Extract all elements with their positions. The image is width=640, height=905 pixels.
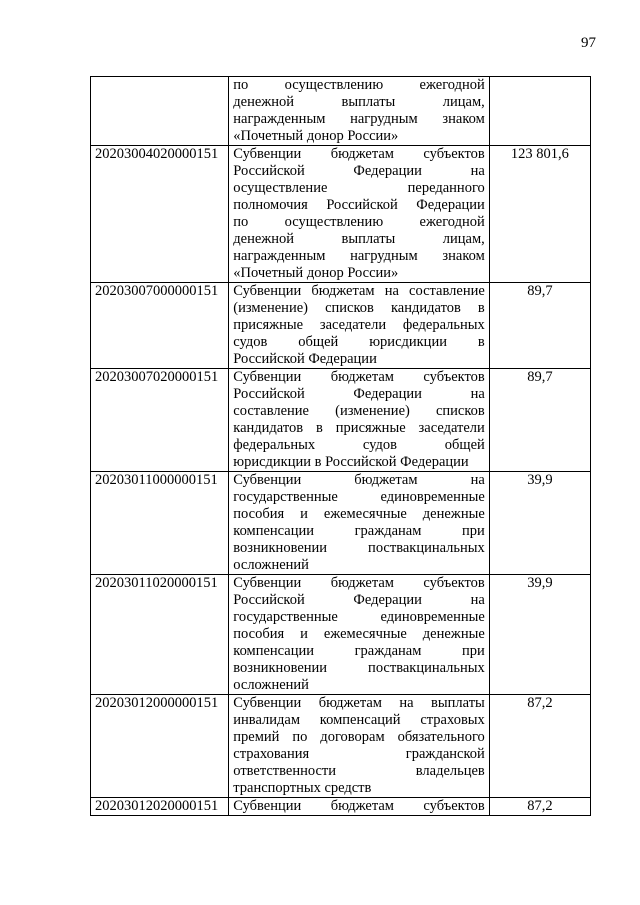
- description-line: присяжные заседатели федеральных: [233, 317, 485, 333]
- description-line: Российской Федерации на: [233, 386, 485, 402]
- description-line: по осуществлению ежегодной: [233, 214, 485, 230]
- description-cell: [229, 369, 490, 472]
- budget-table: [90, 76, 591, 816]
- description-line: государственные единовременные: [233, 489, 485, 505]
- description-line: инвалидам компенсаций страховых: [233, 712, 485, 728]
- description-line: кандидатов в присяжные заседатели: [233, 420, 485, 436]
- budget-code-cell: 20203007020000151: [91, 369, 229, 472]
- amount-cell: 39,9: [489, 575, 590, 695]
- description-cell: [229, 77, 490, 146]
- description-line: Субвенции бюджетам субъектов: [233, 575, 485, 591]
- description-line: Субвенции бюджетам субъектов: [233, 146, 485, 162]
- table-row: [91, 283, 591, 369]
- description-line: «Почетный донор России»: [233, 265, 399, 281]
- description-line: «Почетный донор России»: [233, 128, 399, 144]
- description-cell: [229, 283, 490, 369]
- table-row: [91, 77, 591, 146]
- description-line: Субвенции бюджетам субъектов: [233, 369, 485, 385]
- amount-cell: 87,2: [489, 798, 590, 816]
- description-line: страхования гражданской: [233, 746, 485, 762]
- page-number: 97: [581, 35, 596, 51]
- description-line: по осуществлению ежегодной: [233, 77, 485, 93]
- description-line: Субвенции бюджетам на составление: [233, 283, 485, 299]
- description-line: Российской Федерации на: [233, 592, 485, 608]
- table-row: [91, 695, 591, 798]
- budget-code-cell: 20203011000000151: [91, 472, 229, 575]
- description-line: Субвенции бюджетам на: [233, 472, 485, 488]
- description-line: составление (изменение) списков: [233, 403, 485, 419]
- description-line: денежной выплаты лицам,: [233, 231, 485, 247]
- budget-code-cell: 20203012020000151: [91, 798, 229, 816]
- description-line: юрисдикции в Российской Федерации: [233, 454, 469, 470]
- description-line: (изменение) списков кандидатов в: [233, 300, 485, 316]
- description-line: федеральных судов общей: [233, 437, 485, 453]
- description-line: премий по договорам обязательного: [233, 729, 485, 745]
- description-line: государственные единовременные: [233, 609, 485, 625]
- description-line: осуществление переданного: [233, 180, 485, 196]
- description-line: пособия и ежемесячные денежные: [233, 626, 485, 642]
- table-body: [91, 77, 591, 816]
- description-cell: [229, 575, 490, 695]
- description-cell: [229, 146, 490, 283]
- budget-code-cell: 20203012000000151: [91, 695, 229, 798]
- table-row: [91, 575, 591, 695]
- amount-cell: 123 801,6: [489, 146, 590, 283]
- budget-code-cell: 20203004020000151: [91, 146, 229, 283]
- table-row: [91, 369, 591, 472]
- budget-code-cell: [91, 77, 229, 146]
- description-line: награжденным нагрудным знаком: [233, 111, 485, 127]
- amount-cell: 87,2: [489, 695, 590, 798]
- description-line: полномочия Российской Федерации: [233, 197, 485, 213]
- description-line: Российской Федерации на: [233, 163, 485, 179]
- description-line: пособия и ежемесячные денежные: [233, 506, 485, 522]
- description-line: Субвенции бюджетам на выплаты: [233, 695, 485, 711]
- amount-cell: 89,7: [489, 283, 590, 369]
- table-row: [91, 146, 591, 283]
- budget-code-cell: 20203007000000151: [91, 283, 229, 369]
- description-line: возникновении поствакцинальных: [233, 660, 485, 676]
- description-line: возникновении поствакцинальных: [233, 540, 485, 556]
- amount-cell: [489, 77, 590, 146]
- description-cell: [229, 695, 490, 798]
- table-row: [91, 798, 591, 816]
- description-line: компенсации гражданам при: [233, 643, 485, 659]
- description-cell: [229, 798, 490, 816]
- description-line: денежной выплаты лицам,: [233, 94, 485, 110]
- amount-cell: 89,7: [489, 369, 590, 472]
- amount-cell: 39,9: [489, 472, 590, 575]
- description-line: судов общей юрисдикции в: [233, 334, 485, 350]
- description-line: осложнений: [233, 677, 309, 693]
- description-line: компенсации гражданам при: [233, 523, 485, 539]
- description-line: ответственности владельцев: [233, 763, 485, 779]
- description-line: осложнений: [233, 557, 309, 573]
- description-line: Российской Федерации: [233, 351, 377, 367]
- description-line: Субвенции бюджетам субъектов: [233, 798, 485, 814]
- description-line: транспортных средств: [233, 780, 372, 796]
- table-row: [91, 472, 591, 575]
- description-cell: [229, 472, 490, 575]
- description-line: награжденным нагрудным знаком: [233, 248, 485, 264]
- budget-code-cell: 20203011020000151: [91, 575, 229, 695]
